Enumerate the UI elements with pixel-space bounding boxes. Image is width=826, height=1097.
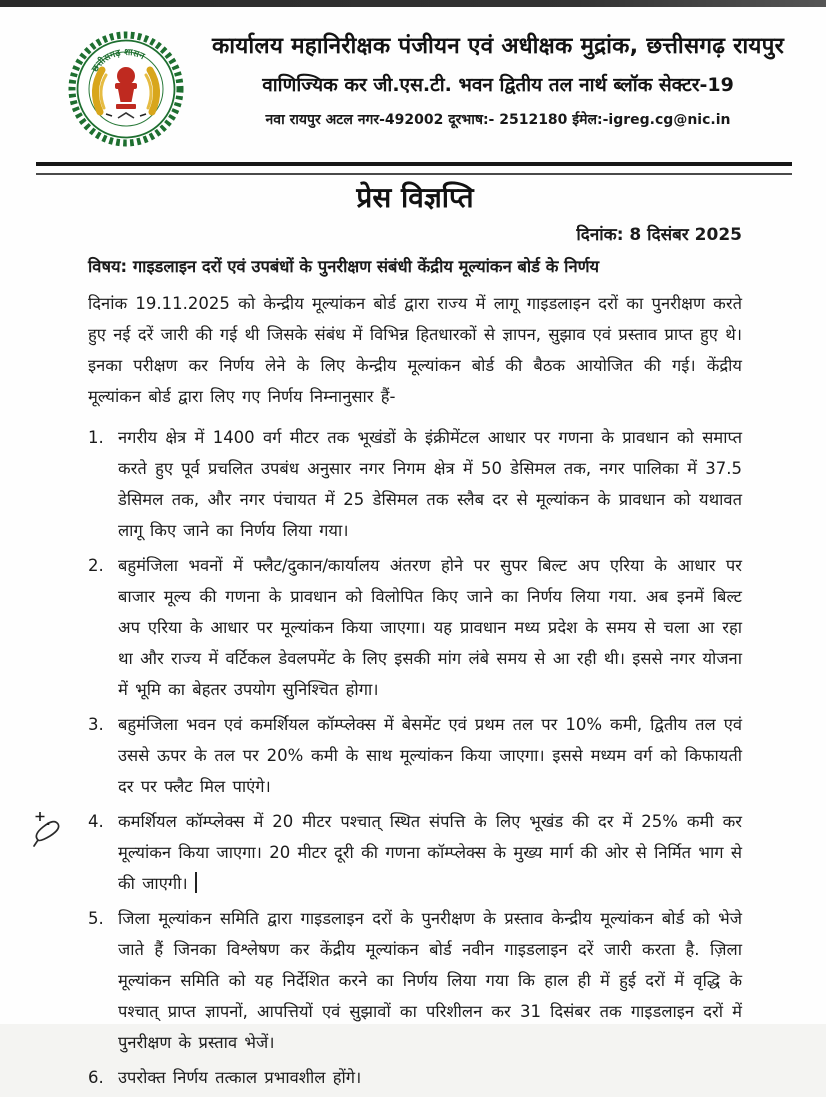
office-contact-line: नवा रायपुर अटल नगर-492002 दूरभाष:- 2512180 ईमेल:-igreg.cg@nic.in <box>265 112 731 129</box>
decision-number: 3. <box>88 714 104 734</box>
decision-item-5 <box>88 903 742 1058</box>
decision-text: कमर्शियल कॉम्प्लेक्स में 20 मीटर पश्चात् स्थित संपत्ति के लिए भूखंड की दर में 25% कमी कर मूल्यांकन किया जाएगा। 20 मीटर दूरी की गणना कॉम्प्लेक्स के मुख्य मार्ग की ओर से निर्मित भाग से की जाएगी। <box>118 812 742 894</box>
decision-text: बहुमंजिला भवन एवं कमर्शियल कॉम्प्लेक्स में बेसमेंट एवं प्रथम तल पर 10% कमी, द्वितीय तल एवं उससे ऊपर के तल पर 20% कमी के साथ मूल्यांकन किया जाएगा। इससे मध्यम वर्ग को किफायती दर पर फ्लैट मिल पाएंगे। <box>118 714 742 796</box>
decision-number: 2. <box>88 555 104 575</box>
emblem-arc-text: छत्तीसगढ़ शासन <box>90 47 146 75</box>
decision-number: 1. <box>88 427 104 447</box>
text-cursor <box>195 872 197 893</box>
decision-item-4 <box>88 806 742 899</box>
office-address-line: वाणिज्यिक कर जी.एस.टी. भवन द्वितीय तल नार्थ ब्लॉक सेक्टर-19 <box>262 74 734 97</box>
pen-scribble-mark-icon <box>26 800 72 852</box>
decision-list <box>88 422 742 1093</box>
decision-number: 4. <box>88 812 104 831</box>
decision-text: उपरोक्त निर्णय तत्काल प्रभावशील होंगे। <box>118 1068 362 1088</box>
decision-number: 6. <box>88 1068 104 1088</box>
date-line: दिनांक: 8 दिसंबर 2025 <box>576 225 742 245</box>
document-title: प्रेस विज्ञप्ति <box>356 181 474 214</box>
letterhead-text <box>190 32 806 129</box>
intro-paragraph: दिनांक 19.11.2025 को केन्द्रीय मूल्यांकन बोर्ड द्वारा राज्य में लागू गाइडलाइन दरों का पुनरीक्षण करते हुए नई दरें जारी की गई थी जिसके संबंध में विभिन्न हितधारकों से ज्ञापन, सुझाव एवं प्रस्ताव प्राप्त हुए थे। इनका परीक्षण कर निर्णय लेने के लिए केन्द्रीय मूल्यांकन बोर्ड की बैठक आयोजित की गई। केंद्रीय मूल्यांकन बोर्ड द्वारा लिए गए निर्णय निम्नानुसार हैं- <box>88 293 742 406</box>
decision-item-2 <box>88 550 742 705</box>
subject-line: विषय: गाइडलाइन दरों एवं उपबंधों के पुनरीक्षण संबंधी केंद्रीय मूल्यांकन बोर्ड के निर्णय <box>88 257 600 276</box>
decision-number: 5. <box>88 909 104 929</box>
scan-top-edge <box>0 0 826 7</box>
decision-text: नगरीय क्षेत्र में 1400 वर्ग मीटर तक भूखंडों के इंक्रीमेंटल आधार पर गणना के प्रावधान को समाप्त करते हुए पूर्व प्रचलित उपबंध अनुसार नगर निगम क्षेत्र में 50 डेसिमल तक, नगर पालिका में 37.5 डेसिमल तक, और नगर पंचायत में 25 डेसिमल तक स्लैब दर से मूल्यांकन के प्रावधान को यथावत लागू किए जाने का निर्णय लिया गया। <box>118 427 742 540</box>
decision-item-3 <box>88 709 742 802</box>
decision-text: बहुमंजिला भवनों में फ्लैट/दुकान/कार्यालय अंतरण होने पर सुपर बिल्ट अप एरिया के आधार पर बाजार मूल्य की गणना के प्रावधान को विलोपित किए जाने का निर्णय लिया गया. अब इनमें बिल्ट अप एरिया के आधार पर मूल्यांकन किया जाएगा। यह प्रावधान मध्य प्रदेश के समय से चला आ रहा था और राज्य में वर्टिकल डेवलपमेंट के लिए इसकी मांग लंबे समय से आ रही थी। इससे नगर योजना में भूमि का बेहतर उपयोग सुनिश्चित होगा। <box>118 555 742 699</box>
office-name: कार्यालय महानिरीक्षक पंजीयन एवं अधीक्षक मुद्रांक, छत्तीसगढ़ रायपुर <box>212 33 784 59</box>
letterhead <box>0 22 826 162</box>
decision-item-6 <box>88 1062 742 1093</box>
decision-text: जिला मूल्यांकन समिति द्वारा गाइडलाइन दरों के पुनरीक्षण के प्रस्ताव केन्द्रीय मूल्यांकन बोर्ड को भेजे जाते हैं जिनका विश्लेषण कर केंद्रीय मूल्यांकन बोर्ड नवीन गाइडलाइन दरें जारी करता है. ज़िला मूल्यांकन समिति को यह निर्देशित करने का निर्णय लिया गया कि हाल ही में हुई दरों में वृद्धि के पश्चात् प्राप्त ज्ञापनों, आपत्तियों एवं सुझावों का परिशीलन कर 31 दिसंबर तक गाइडलाइन दरों में पुनरीक्षण के प्रस्ताव भेजें। <box>118 909 742 1053</box>
document-body <box>88 176 742 1097</box>
decision-item-1 <box>88 422 742 546</box>
letterhead-divider <box>36 162 792 175</box>
chhattisgarh-government-emblem-icon <box>66 28 186 150</box>
